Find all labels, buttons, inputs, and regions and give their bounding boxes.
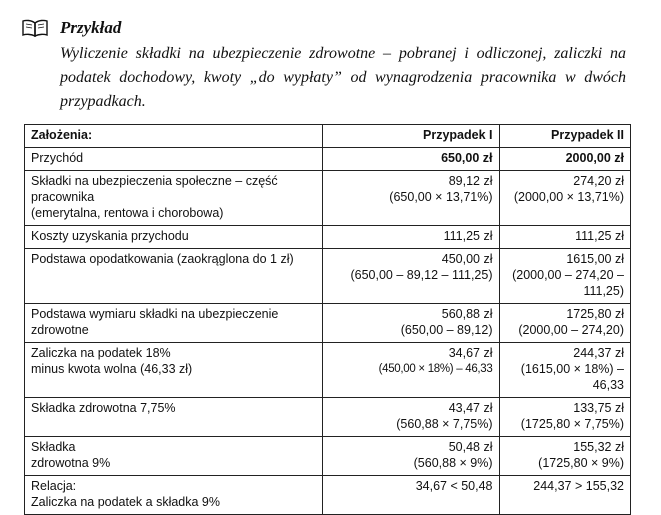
cell-line: Zaliczka na podatek 18% xyxy=(31,346,171,360)
case-1-value xyxy=(323,148,499,171)
cell-line: 155,32 zł xyxy=(573,440,624,454)
case-2-value xyxy=(499,226,631,249)
row-label xyxy=(25,226,323,249)
header-case-2: Przypadek II xyxy=(499,125,631,148)
cell-line: 133,75 zł xyxy=(573,401,624,415)
case-2-value xyxy=(499,343,631,398)
cell-line: Podstawa wymiaru składki na ubezpieczenie xyxy=(31,307,279,321)
cell-line: 450,00 zł xyxy=(441,252,493,266)
table-body xyxy=(25,148,631,515)
table-row xyxy=(25,476,631,515)
cell-line: 111,25) xyxy=(583,284,624,298)
cell-line: 50,48 zł xyxy=(448,440,493,454)
cell-line: Podstawa opodatkowania (zaokrąglona do 1 zł) xyxy=(31,252,294,266)
cell-line: 111,25 zł xyxy=(575,229,624,243)
cell-line: (2000,00 – 274,20 – xyxy=(512,268,624,282)
case-2-value xyxy=(499,171,631,226)
cell-line: zdrowotna 9% xyxy=(31,456,111,470)
row-label xyxy=(25,249,323,304)
cell-line: (1725,80 × 9%) xyxy=(538,456,624,470)
cell-line: (450,00 × 18%) – 46,33 xyxy=(378,363,493,375)
cell-line: (650,00 – 89,12) xyxy=(400,323,493,337)
cell-line: 34,67 zł xyxy=(448,346,493,360)
cell-line: (650,00 × 13,71%) xyxy=(389,190,493,204)
table-row xyxy=(25,226,631,249)
cell-line: 244,37 > 155,32 xyxy=(533,479,624,493)
row-label xyxy=(25,398,323,437)
table-row xyxy=(25,249,631,304)
table-row xyxy=(25,437,631,476)
row-label xyxy=(25,343,323,398)
header-case-1: Przypadek I xyxy=(323,125,499,148)
table-row xyxy=(25,343,631,398)
cell-line: minus kwota wolna (46,33 zł) xyxy=(31,362,193,376)
table-row xyxy=(25,148,631,171)
cell-line: 650,00 zł xyxy=(441,151,493,165)
cell-line: 274,20 zł xyxy=(573,174,624,188)
cell-line: Relacja: xyxy=(31,479,77,493)
case-1-value xyxy=(323,343,499,398)
cell-line: Przychód xyxy=(31,151,84,165)
table-row xyxy=(25,171,631,226)
cell-line: zdrowotne xyxy=(31,323,89,337)
row-label xyxy=(25,476,323,515)
example-header xyxy=(22,18,121,38)
cell-line: Składka xyxy=(31,440,76,454)
cell-line: 1615,00 zł xyxy=(566,252,624,266)
case-1-value xyxy=(323,226,499,249)
example-title: Przykład xyxy=(60,18,122,37)
cell-line: Składka zdrowotna 7,75% xyxy=(31,401,176,415)
row-label xyxy=(25,437,323,476)
cell-line: (650,00 – 89,12 – 111,25) xyxy=(350,268,493,282)
row-label xyxy=(25,304,323,343)
cell-line: (560,88 × 9%) xyxy=(413,456,493,470)
table-header-row xyxy=(25,125,631,148)
cell-line: (2000,00 × 13,71%) xyxy=(513,190,624,204)
cell-line: Składki na ubezpieczenia społeczne – część pracownika xyxy=(31,174,278,204)
cell-line: 1725,80 zł xyxy=(566,307,624,321)
row-label xyxy=(25,171,323,226)
case-1-value xyxy=(323,171,499,226)
open-book-icon xyxy=(22,19,48,37)
cell-line: (2000,00 – 274,20) xyxy=(518,323,624,337)
case-1-value xyxy=(323,304,499,343)
cell-line: Koszty uzyskania przychodu xyxy=(31,229,189,243)
example-intro: Wyliczenie składki na ubezpieczenie zdrowotne – pobranej i odliczonej, zaliczki na podatek dochodowy, kwoty „do wypłaty” od wynagrodzenia pracownika w dwóch przypadkach. xyxy=(60,45,626,110)
case-2-value xyxy=(499,249,631,304)
table-row xyxy=(25,304,631,343)
case-1-value xyxy=(323,476,499,515)
cell-line: Zaliczka na podatek a składka 9% xyxy=(31,495,220,509)
cell-line: 2000,00 zł xyxy=(565,151,624,165)
case-1-value xyxy=(323,437,499,476)
cell-line: (1615,00 × 18%) – 46,33 xyxy=(520,362,624,392)
cell-line: 111,25 zł xyxy=(443,229,493,243)
case-1-value xyxy=(323,398,499,437)
case-1-value xyxy=(323,249,499,304)
cell-line: (1725,80 × 7,75%) xyxy=(520,417,624,431)
cell-line: 89,12 zł xyxy=(448,174,493,188)
cell-line: (emerytalna, rentowa i chorobowa) xyxy=(31,206,224,220)
case-2-value xyxy=(499,476,631,515)
case-2-value xyxy=(499,437,631,476)
case-2-value xyxy=(499,398,631,437)
table-row xyxy=(25,398,631,437)
case-2-value xyxy=(499,304,631,343)
case-2-value xyxy=(499,148,631,171)
calculation-table xyxy=(24,124,631,515)
header-assumptions: Założenia: xyxy=(25,125,323,148)
cell-line: 34,67 < 50,48 xyxy=(415,479,493,493)
row-label xyxy=(25,148,323,171)
cell-line: 43,47 zł xyxy=(448,401,493,415)
cell-line: (560,88 × 7,75%) xyxy=(396,417,493,431)
cell-line: 244,37 zł xyxy=(573,346,624,360)
cell-line: 560,88 zł xyxy=(441,307,493,321)
